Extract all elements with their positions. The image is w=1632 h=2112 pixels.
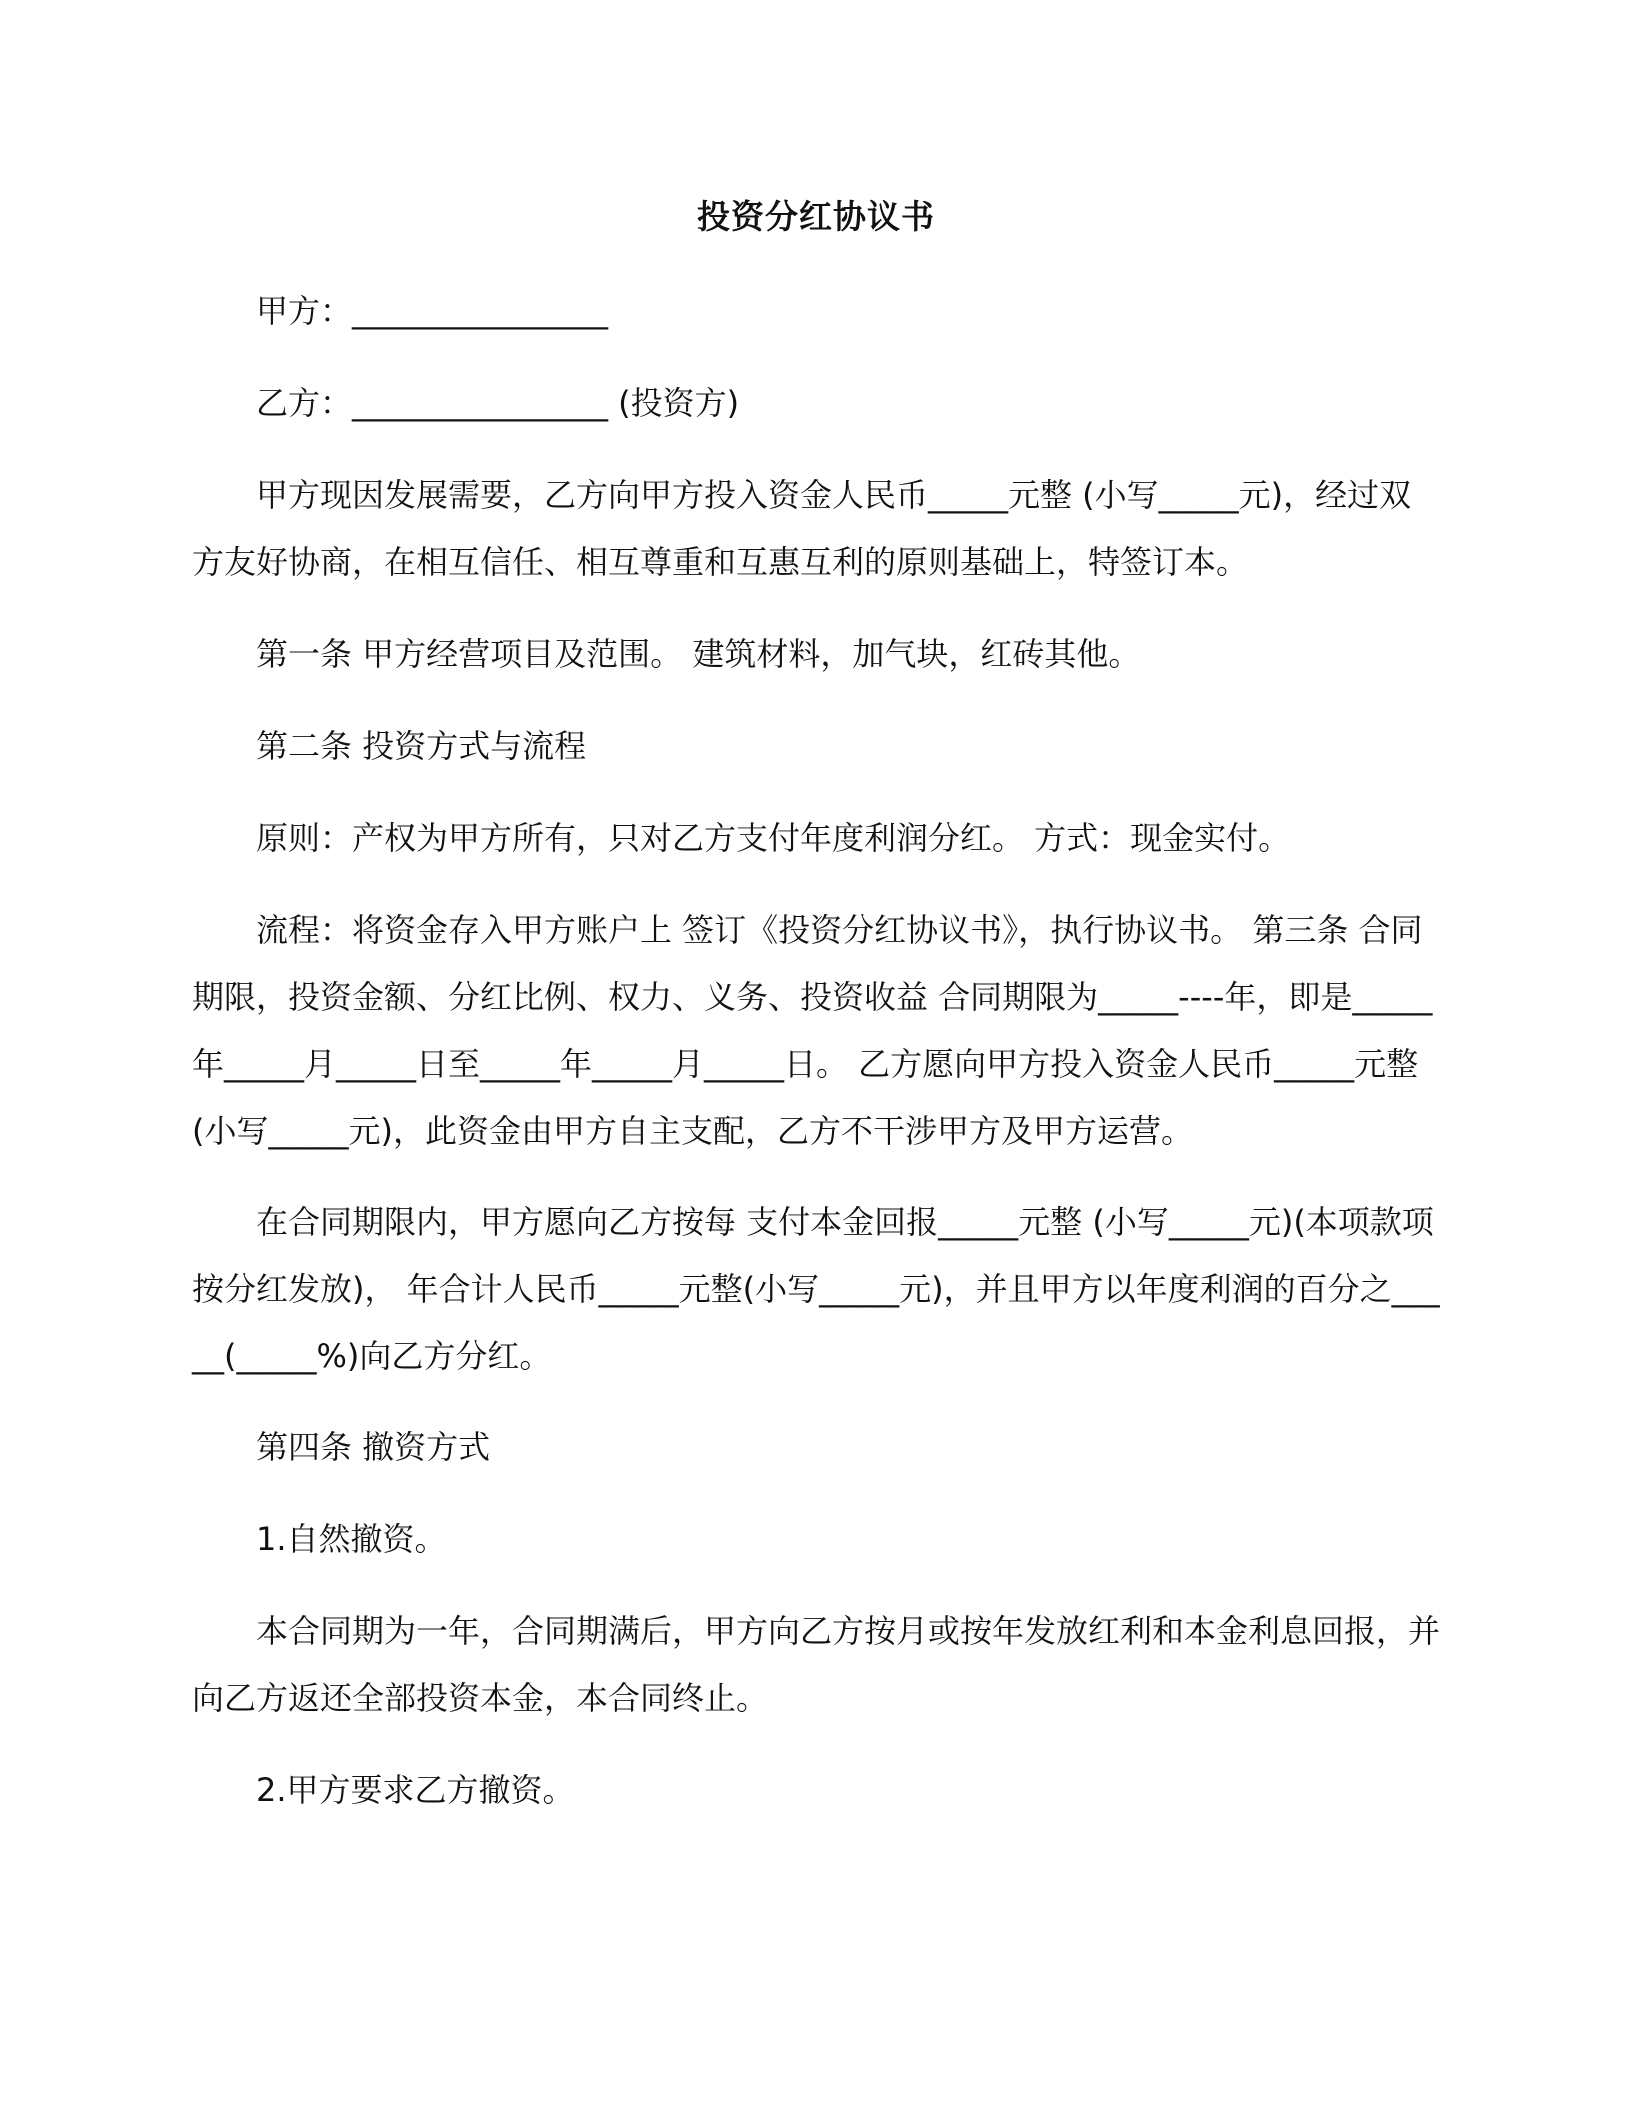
process-paragraph: 流程：将资金存入甲方账户上 签订《投资分红协议书》，执行协议书。 第三条 合同期限，投资金额、分红比例、权力、义务、投资收益 合同期限为_____----年，即是_____年_____月_____日至_____年_____月_____日。 乙方愿向甲方投入资金人民币_____元整(小写_____元)，此资金由甲方自主支配，乙方不干涉甲方及甲方运营。 bbox=[192, 911, 1433, 1150]
party-b-line: 乙方：________________ (投资方) bbox=[256, 384, 740, 422]
term-end-paragraph: 本合同期为一年，合同期满后，甲方向乙方按月或按年发放红利和本金利息回报，并向乙方返还全部投资本金，本合同终止。 bbox=[192, 1612, 1441, 1717]
preamble-paragraph: 甲方现因发展需要，乙方向甲方投入资金人民币_____元整 (小写_____元)，经过双方友好协商，在相互信任、相互尊重和互惠互利的原则基础上，特签订本。 bbox=[192, 476, 1412, 581]
natural-withdrawal-item: 1.自然撤资。 bbox=[256, 1520, 447, 1558]
principle-paragraph: 原则：产权为甲方所有，只对乙方支付年度利润分红。 方式：现金实付。 bbox=[256, 819, 1291, 857]
article-1-paragraph: 第一条 甲方经营项目及范围。 建筑材料，加气块，红砖其他。 bbox=[256, 635, 1141, 673]
return-paragraph: 在合同期限内，甲方愿向乙方按每 支付本金回报_____元整 (小写_____元)(本项款项按分红发放)， 年合计人民币_____元整(小写_____元)，并且甲方以年度利润的百分之_____(_____%)向乙方分红。 bbox=[192, 1203, 1440, 1375]
party-a-withdrawal-item: 2.甲方要求乙方撤资。 bbox=[256, 1771, 575, 1809]
document-title: 投资分红协议书 bbox=[697, 197, 935, 236]
party-a-line: 甲方：________________ bbox=[256, 292, 609, 330]
article-4-heading: 第四条 撤资方式 bbox=[256, 1428, 491, 1466]
article-2-heading: 第二条 投资方式与流程 bbox=[256, 727, 587, 765]
